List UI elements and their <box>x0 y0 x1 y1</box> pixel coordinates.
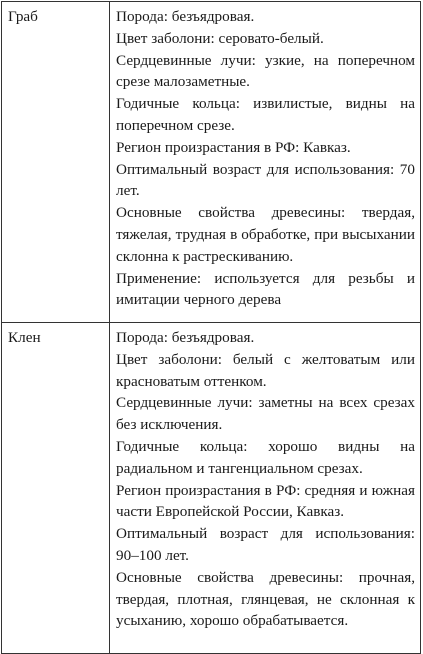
wood-name-cell: Граб <box>2 2 110 323</box>
property-main-qualities: Основные свойства древесины: твердая, тяжелая, трудная в обработке, при высыхании склонна к растрескиванию. <box>116 204 415 265</box>
table-row <box>2 2 421 323</box>
property-optimal-age: Оптимальный возраст для использования: 70 лет. <box>116 160 415 200</box>
property-optimal-age: Оптимальный возраст для использования: 90–100 лет. <box>116 525 415 564</box>
property-breed: Порода: безъядровая. <box>116 8 255 25</box>
property-main-qualities: Основные свойства древесины: прочная, твердая, плотная, глянцевая, не склонная к усыханию, хорошо обрабатывается. <box>116 568 415 630</box>
property-application: Применение: используется для резьбы и имитации черного дерева <box>116 269 415 309</box>
wood-name-cell: Клен <box>2 323 110 654</box>
property-breed: Порода: безъядровая. <box>116 329 255 346</box>
property-region: Регион произрастания в РФ: средняя и южная части Европейской России, Кавказ. <box>116 481 415 521</box>
table-row <box>2 323 421 654</box>
wood-properties-table <box>1 1 421 654</box>
property-sapwood-color: Цвет заболони: серовато-белый. <box>116 29 324 47</box>
wood-properties-cell <box>110 2 421 323</box>
property-growth-rings: Годичные кольца: хорошо видны на радиальном и тангенциальном срезах. <box>116 437 415 477</box>
property-sapwood-color: Цвет заболони: белый с желтоватым или красноватым оттенком. <box>116 350 415 390</box>
property-region: Регион произрастания в РФ: Кавказ. <box>116 138 351 156</box>
property-medullary-rays: Сердцевинные лучи: заметны на всех срезах без исключения. <box>116 394 415 434</box>
property-growth-rings: Годичные кольца: извилистые, видны на поперечном срезе. <box>116 95 415 134</box>
wood-properties-cell <box>110 323 421 654</box>
property-medullary-rays: Сердцевинные лучи: узкие, на поперечном срезе малозаметные. <box>116 51 415 91</box>
